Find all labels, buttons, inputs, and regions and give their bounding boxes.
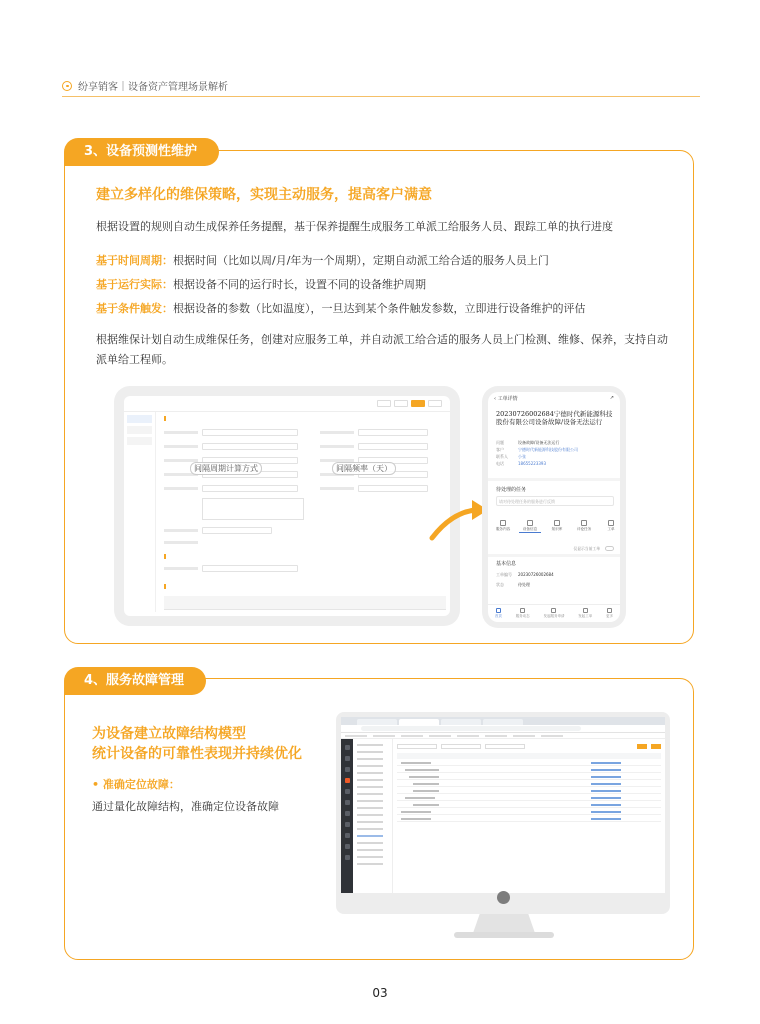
add-button[interactable] [651,744,661,749]
table-row[interactable] [397,766,661,773]
detail-row [496,582,530,588]
strategy-time-cycle [96,252,549,268]
filter-toolbar [397,741,661,751]
service-content-tab[interactable]: 服务内容 [492,520,514,533]
work-order-tab[interactable]: 工单 [600,520,620,533]
form-input[interactable] [202,443,298,450]
form-row [164,484,298,492]
detail-row [496,461,546,467]
toggle-label: 仅显示当前工单 [573,546,600,551]
bottom-tab-bar [488,604,620,622]
strategy-runtime [96,276,426,292]
interval-frequency-annotation: 间隔频率（天） [332,462,396,475]
form-input[interactable] [358,429,428,436]
monitor-screen [341,717,665,893]
detail-row [496,572,554,578]
phone-header [488,392,620,404]
browser-tab[interactable] [357,719,397,725]
detail-value[interactable]: 小张 [518,454,526,459]
divider [488,478,620,481]
tablet-mockup [114,386,460,626]
strategy-text: 根据设备不同的运行时长，设置不同的设备维护周期 [173,278,426,291]
feedback-input[interactable]: 请对待处理任务的服务进行反馈 [496,496,614,506]
detail-value: 待处理 [518,582,530,587]
bottom-tab-create-order[interactable]: 发起工单 [578,608,592,619]
back-label: 工单详情 [497,395,518,402]
form-row [164,428,298,436]
interval-method-annotation: 间隔周期计算方式 [190,462,262,475]
toolbar-button[interactable] [377,400,391,407]
form-row [320,484,428,492]
device-info-tab[interactable]: 设备信息 [519,520,541,533]
address-bar[interactable] [341,725,665,733]
table-row[interactable] [397,759,661,766]
table-row[interactable] [397,808,661,815]
strategy-label: 基于运行实际： [96,278,173,291]
phone-mockup [482,386,626,628]
table-row[interactable] [397,801,661,808]
brand-logo-icon [62,81,72,91]
bottom-tab-home[interactable]: 首页 [495,608,502,619]
tablet-sidebar [124,412,156,612]
page-header [62,78,228,93]
form-input[interactable] [202,429,298,436]
bottom-tab-service-request[interactable]: 发起服务申请 [543,608,564,619]
page-number: 03 [372,986,388,1000]
detail-value: 设备故障/设备无法运行 [518,440,560,445]
work-order-title: 20230726002684宁德时代新能源科技股份有限公司设备故障/设备无法运行 [496,410,613,426]
basic-info-title: 基本信息 [496,561,517,567]
form-row [320,428,428,436]
form-input[interactable] [358,443,428,450]
back-button[interactable]: ‹ 工单详情 [494,395,518,402]
monitor-power-dot [497,891,510,904]
detail-row [496,440,559,446]
toggle-switch[interactable] [605,546,614,551]
monitor-base [454,932,554,938]
table-row[interactable] [397,794,661,801]
form-section-title [164,584,168,590]
fault-location-text: 通过量化故障结构，准确定位设备故障 [92,800,279,813]
detail-key: 问题 [496,440,504,445]
form-input[interactable] [202,485,298,492]
section-3-intro: 根据设置的规则自动生成保养任务提醒，基于保养提醒生成服务工单派工给服务人员、跟踪工单的执行进度 [96,220,613,233]
app-sidebar [353,739,393,893]
form-input[interactable] [202,527,272,534]
strategy-label: 基于时间周期： [96,254,173,267]
review-task-tab[interactable]: 评论任务 [573,520,595,533]
phone-screen [488,392,620,622]
form-textarea[interactable] [202,498,304,520]
browser-tab[interactable] [441,719,481,725]
header-title: 纷享销客｜设备资产管理场景解析 [78,82,228,93]
detail-key: 工单编号 [496,572,512,577]
bottom-tab-more[interactable]: 更多 [606,608,613,619]
form-row [164,564,298,572]
section-4-title [92,724,302,764]
strategy-label: 基于条件触发： [96,302,173,315]
tablet-screen [124,396,450,616]
browser-tabs [341,717,665,725]
search-button[interactable] [637,744,647,749]
strategy-text: 根据时间（比如以周/月/年为一个周期），定期自动派工给合适的服务人员上门 [173,254,549,267]
header-divider [62,96,700,97]
table-row[interactable] [397,780,661,787]
share-icon[interactable]: ↗ [609,395,614,401]
quick-actions [492,520,620,533]
arrow-icon [428,498,490,544]
detail-key: 联系人 [496,454,508,459]
detail-key: 状态 [496,582,504,587]
form-input[interactable] [202,565,298,572]
tablet-toolbar [124,396,450,412]
form-row [164,538,272,546]
form-row [164,442,298,450]
toolbar-button[interactable] [394,400,408,407]
filter-field[interactable] [397,744,437,749]
table-row[interactable] [397,773,661,780]
detail-row [496,447,578,453]
strategy-text: 根据设备的参数（比如温度），一旦达到某个条件触发参数，立即进行设备维护的评估 [173,302,586,315]
form-section-title [164,554,168,560]
browser-tab[interactable] [483,719,523,725]
detail-key: 客户 [496,447,504,452]
section-4-title-line-1: 为设备建立故障结构模型 [92,726,246,742]
radio-group[interactable] [202,539,272,546]
app-nav-rail [341,739,353,893]
form-row [164,526,272,534]
form-row [320,442,428,450]
table-row[interactable] [397,815,661,822]
detail-key: 电话 [496,461,504,466]
detail-row [496,454,526,460]
table-row[interactable] [397,787,661,794]
section-3-tab: 3、设备预测性维护 [64,138,219,166]
fault-tree-table [397,741,661,889]
fault-location-bullet: • 准确定位故障： [92,778,180,791]
section-4-tab: 4、服务故障管理 [64,667,206,695]
cancel-button[interactable] [428,400,442,407]
knowledge-base-tab[interactable]: 知识库 [546,520,568,533]
form-input[interactable] [358,485,428,492]
section-3-title: 建立多样化的维保策略，实现主动服务，提高客户满意 [96,187,432,203]
divider [488,554,620,557]
detail-value[interactable]: 18655223393 [518,461,546,466]
filter-field[interactable] [485,744,525,749]
detail-value[interactable]: 宁德时代新能源科技股份有限公司 [518,447,578,452]
strategy-condition [96,300,586,316]
save-button[interactable] [411,400,425,407]
detail-value: 20230726002684 [518,572,554,577]
desktop-monitor-mockup [336,712,670,914]
related-table-header [164,596,446,610]
bottom-tab-service-feed[interactable]: 服务动态 [516,608,530,619]
filter-field[interactable] [441,744,481,749]
form-section-title [164,416,168,422]
section-3-summary: 根据维保计划自动生成维保任务，创建对应服务工单，并自动派工给合适的服务人员上门检测、维修、保养，支持自动派单给工程师。 [96,333,668,366]
pending-tasks-title: 待处理的任务 [496,487,527,493]
browser-tab[interactable] [399,719,439,725]
section-4-title-line-2: 统计设备的可靠性表现并持续优化 [92,746,302,762]
